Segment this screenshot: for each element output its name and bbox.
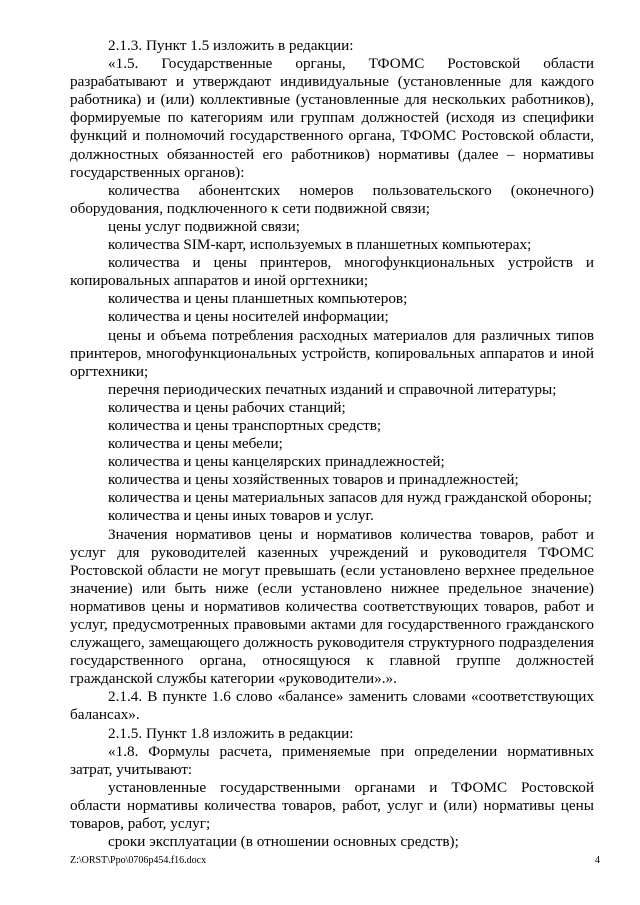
paragraph: количества SIM-карт, используемых в планшетных компьютерах; — [108, 236, 532, 254]
paragraph: 2.1.3. Пункт 1.5 изложить в редакции: — [108, 37, 354, 54]
paragraph: количества и цены рабочих станций; — [108, 398, 346, 416]
paragraph: количества и цены мебели; — [108, 435, 283, 453]
document-body — [70, 37, 594, 851]
paragraph: количества и цены иных товаров и услуг. — [108, 507, 374, 525]
paragraph: количества и цены носителей информации; — [108, 308, 389, 326]
paragraph: количества и цены хозяйственных товаров и принадлежностей; — [108, 471, 519, 489]
paragraph: количества и цены транспортных средств; — [108, 416, 382, 434]
paragraph: установленные государственными органами и ТФОМС Ростовской области нормативы количества товаров, работ, услуг и (или) нормативы цены товаров, работ, услуг; — [70, 778, 594, 833]
footer-page-number: 4 — [595, 855, 600, 866]
paragraph: количества и цены канцелярских принадлежностей; — [108, 453, 445, 471]
paragraph: сроки эксплуатации (в отношении основных средств); — [108, 833, 459, 851]
paragraph: цены и объема потребления расходных материалов для различных типов принтеров, многофункциональных устройств, копировальных аппаратов и иной оргтехники; — [70, 326, 594, 380]
paragraph: перечня периодических печатных изданий и справочной литературы; — [108, 380, 557, 398]
paragraph: 2.1.5. Пункт 1.8 изложить в редакции: — [108, 724, 354, 742]
paragraph: Значения нормативов цены и нормативов количества товаров, работ и услуг для руководителей казенных учреждений и руководителя ТФОМС Ростовской области не могут превышать (если установлено верхнее предельное значение) или быть ниже (если установлено нижнее предельное значение) нормативов цены и нормативов количества соответствующих товаров, работ и услуг, предусмотренных правовыми актами для государственного гражданского служащего, замещающего должность руководителя структурного подразделения государственного органа, относящуюся к главной группе должностей гражданской службы категории «руководители».». — [70, 525, 594, 688]
paragraph: 2.1.4. В пункте 1.6 слово «балансе» заменить словами «соответствующих балансах». — [70, 688, 594, 724]
paragraph: количества и цены принтеров, многофункциональных устройств и копировальных аппаратов и иной оргтехники; — [70, 254, 594, 290]
paragraph: количества и цены планшетных компьютеров; — [108, 290, 408, 308]
paragraph: «1.8. Формулы расчета, применяемые при определении нормативных затрат, учитывают: — [70, 742, 594, 778]
paragraph: цены услуг подвижной связи; — [108, 217, 301, 235]
footer-file-path: Z:\ORST\Ppo\0706p454.f16.docx — [70, 855, 207, 866]
paragraph: «1.5. Государственные органы, ТФОМС Ростовской области разрабатывают и утверждают индивидуальные (установленные для каждого работника) и (или) коллективные (установленные для нескольких работников), формируемые по категориям или группам должностей (исходя из специфики функций и полномочий государственного органа, ТФОМС Ростовской области, должностных обязанностей его работников) нормативы (далее – нормативы государственных органов): — [70, 55, 594, 181]
paragraph: количества и цены материальных запасов для нужд гражданской обороны; — [108, 489, 592, 507]
paragraph: количества абонентских номеров пользовательского (оконечного) оборудования, подключенного к сети подвижной связи; — [70, 181, 594, 217]
